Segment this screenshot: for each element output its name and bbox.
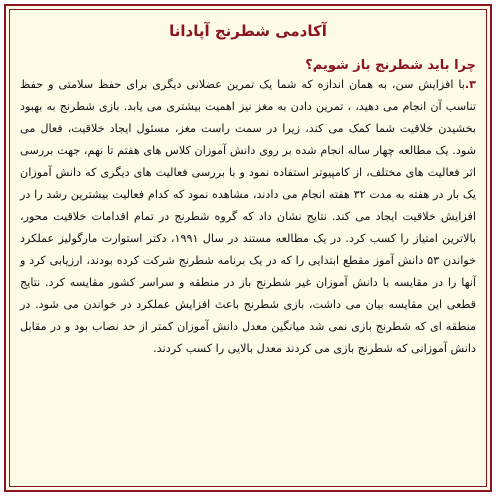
paragraph-text: با افزایش سن، به همان اندازه که شما یک تمرین عضلانی دیگری برای حفظ سلامتی و حفظ تناسب آن انجام می دهید، ، تمرین دادن به مغز نیز اهمیت بیشتری می یابد. بازی شطرنج به بهبود بخشیدن خلاقیت شما کمک می کند، زیرا در سمت راست مغز، مسئول ایجاد خلاقیت، فعال می شود. یک مطالعه چهار ساله انجام شده بر روی دانش آموزان کلاس های هفتم تا نهم، جهت بررسی اثر فعالیت های مختلف، از کامپیوتر استفاده نمود و با بررسی فعالیت های دیگری که دانش آموزان یک بار در هفته به مدت ۳۲ هفته انجام می دادند، مشاهده نمود که کدام فعالیت بیشترین رشد را در افزایش خلاقیت ایجاد می کند. نتایج نشان داد که گروه شطرنج در تمام اقدامات خلاقیت محور، بالاترین امتیاز را کسب کرد. در یک مطالعه مستند در سال ۱۹۹۱، دکتر استوارت مارگولیز عملکرد خواندن ۵۳ دانش آموز مقطع ابتدایی را که در یک برنامه شطرنج شرکت کرده بودند، ارزیابی کرد و آنها را در مقایسه با دانش آموزان غیر شطرنج باز در منطقه و سراسر کشور مقایسه کرد. نتایج قطعی این مقایسه بیان می داشت، بازی شطرنج باعث افزایش عملکرد در خواندن می شود. در منطقه ای که شطرنج بازی نمی شد میانگین معدل دانش آموزان کمتر از حد نصاب بود و در مقابل دانش آموزانی که شطرنج بازی می کردند معدل بالایی را کسب کردند. xyxy=(20,78,477,355)
page-title: آکادمی شطرنج آپادانا xyxy=(169,22,327,40)
section-heading: چرا باید شطرنج باز شویم؟ xyxy=(305,58,476,73)
page-frame xyxy=(4,4,492,492)
content-box xyxy=(9,9,487,487)
item-number: ۳. xyxy=(464,78,476,91)
body-paragraph xyxy=(20,74,476,360)
